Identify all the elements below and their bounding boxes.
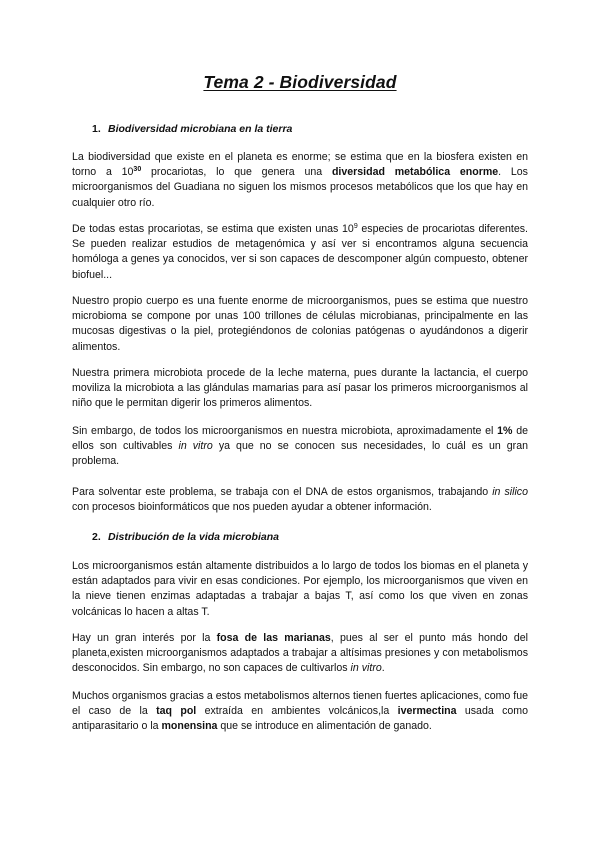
section-1-heading	[92, 123, 292, 135]
s1-paragraph-5: Sin embargo, de todos los microorganismos en nuestra microbiota, aproximadamente el 1% de ellos son cultivables in vitro ya que no se conocen sus necesidades, lo cuál es un gran problema.	[72, 425, 528, 468]
s1-paragraph-4: Nuestra primera microbiota procede de la leche materna, pues durante la lactancia, el cuerpo moviliza la microbiota a las glándulas mamarias para así pasar los primeros microorganismos al niño que le permitan digerir los primeros alimentos.	[72, 367, 528, 410]
s2-paragraph-3: Muchos organismos gracias a estos metabolismos alternos tienen fuertes aplicaciones, como fue el caso de la taq pol extraída en ambientes volcánicos,la ivermectina usada como antiparasitario o la monensina que se introduce en alimentación de ganado.	[72, 690, 528, 733]
section-2-heading	[92, 531, 279, 543]
s2-paragraph-1: Los microorganismos están altamente distribuidos a lo largo de todos los biomas en el planeta y están adaptados para vivir en esas condiciones. Por ejemplo, los microorganismos que viven en la nieve tienen enzimas adaptadas a trabajar a bajas T, así como los que viven en zonas volcánicas lo hacen a altas T.	[72, 560, 528, 618]
s1-paragraph-1: La biodiversidad que existe en el planeta es enorme; se estima que en la biosfera existen en torno a $10^{30}$ procariotas, lo que genera una diversidad metabólica enorme. Los microorganismos del Guadiana no siguen los mismos procesos metabólicos que los que hay en cualquier otro río.	[72, 151, 528, 209]
section-2-number: 2.	[92, 531, 101, 543]
page-title: Tema 2 - Biodiversidad	[203, 72, 397, 92]
s1-paragraph-6: Para solventar este problema, se trabaja con el DNA de estos organismos, trabajando in silico con procesos bioinformáticos que nos pueden ayudar a obtener información.	[72, 486, 528, 514]
section-1-number: 1.	[92, 123, 101, 135]
s1-paragraph-2: De todas estas procariotas, se estima que existen unas $10^9$ especies de procariotas diferentes. Se pueden realizar estudios de metagenómica y así ver si encontramos alguna secuencia homóloga a genes ya conocidos, ver si son capaces de descomponer algún compuesto, obtener biofuel...	[72, 223, 528, 281]
section-2-heading-text: Distribución de la vida microbiana	[108, 531, 279, 543]
s1-paragraph-3: Nuestro propio cuerpo es una fuente enorme de microorganismos, pues se estima que nuestro microbioma se compone por unas 100 trillones de células microbianas, principalmente en las mucosas digestivas o la piel, protegiéndonos de colonias patógenas o ayudándonos a digerir alimentos.	[72, 295, 528, 353]
s2-paragraph-2: Hay un gran interés por la fosa de las marianas, pues al ser el punto más hondo del planeta,existen microorganismos adaptados a trabajar a altísimas presiones y con metabolismos desconocidos. Sin embargo, no son capaces de cultivarlos in vitro.	[72, 632, 528, 675]
section-1-heading-text: Biodiversidad microbiana en la tierra	[108, 123, 293, 135]
